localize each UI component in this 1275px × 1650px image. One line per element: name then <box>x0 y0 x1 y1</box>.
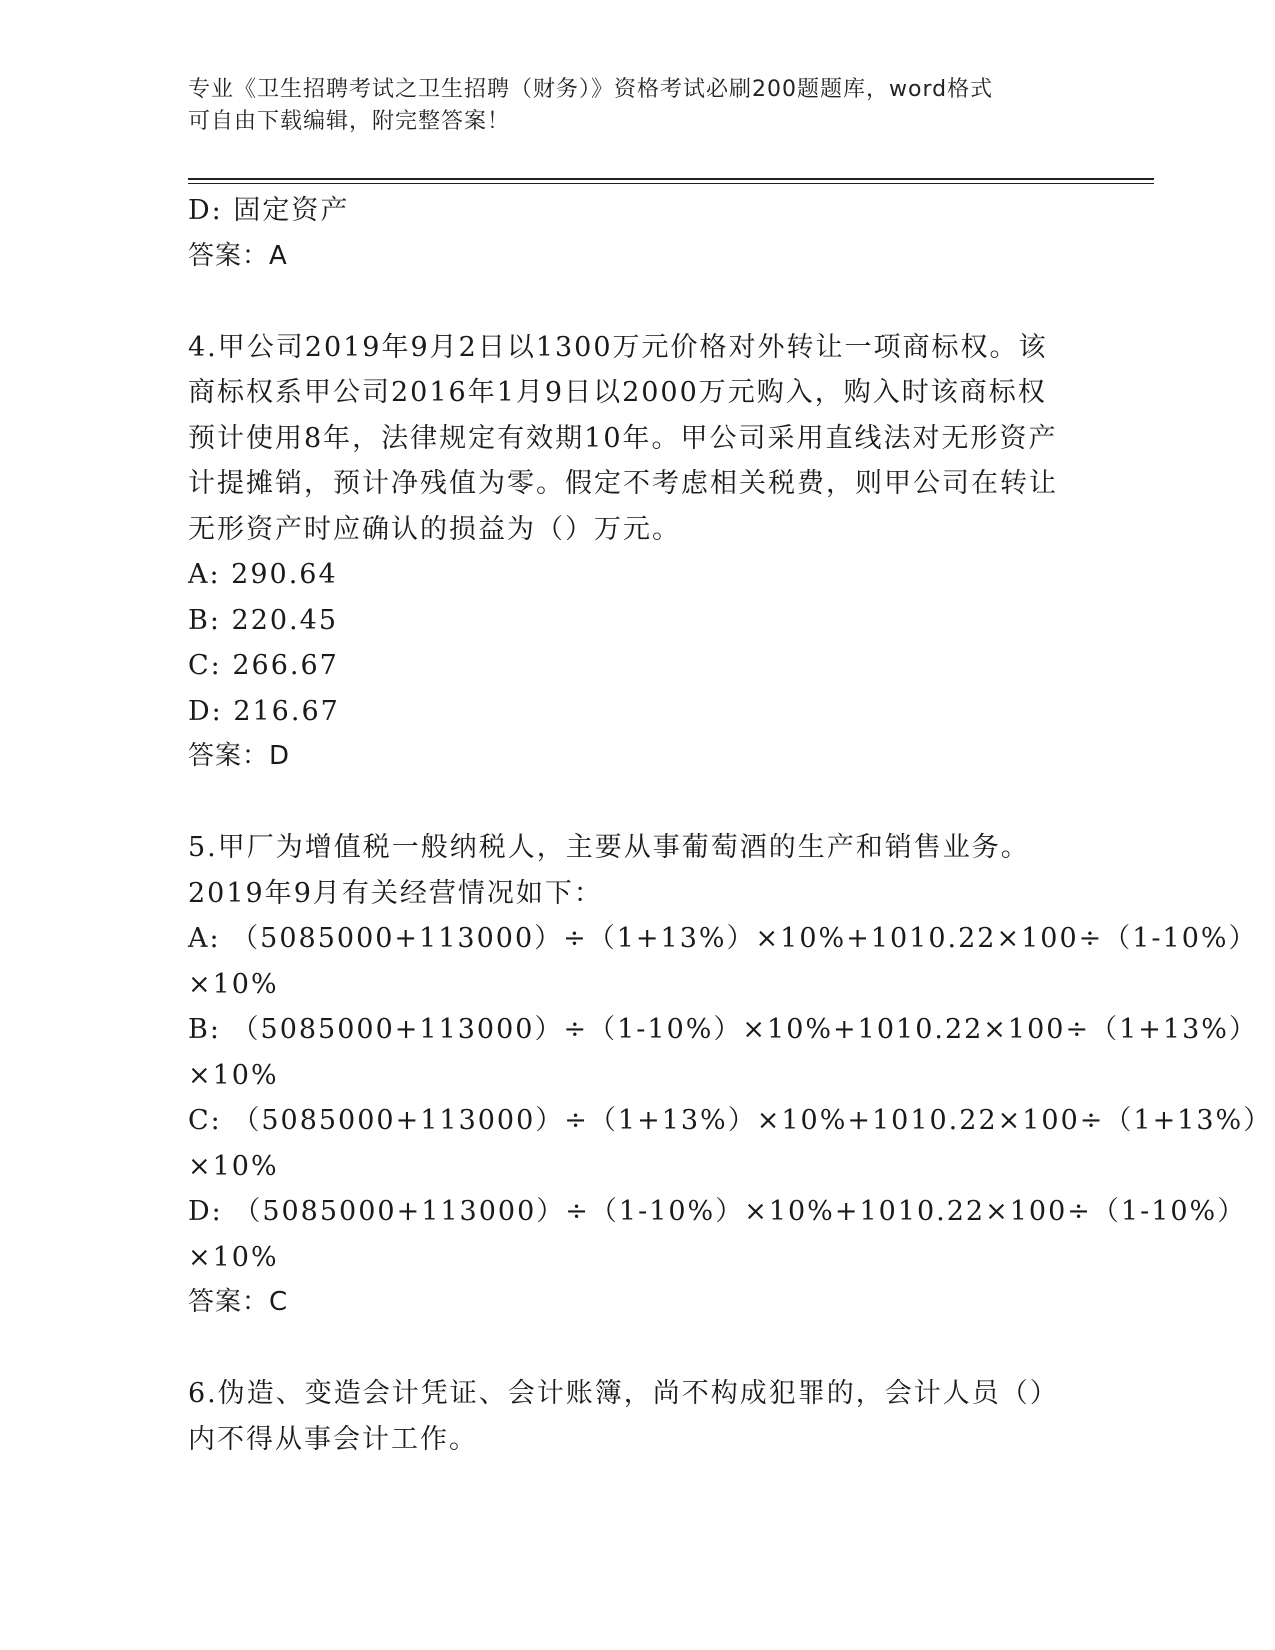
q5-option-d-cont: ×10% <box>188 1241 279 1273</box>
q3-option-d: D: 固定资产 <box>188 195 350 226</box>
q4-answer: 答案：D <box>188 741 291 771</box>
q5-option-b: B: （5085000+113000）÷（1-10%）×10%+1010.22×100÷（1+13%） <box>188 1014 1258 1045</box>
q4-stem-line: 预计使用8年，法律规定有效期10年。甲公司采用直线法对无形资产 <box>188 422 1058 454</box>
q4-stem-line: 无形资产时应确认的损益为（）万元。 <box>188 513 681 545</box>
question-5 <box>188 825 1273 1326</box>
q5-option-c: C: （5085000+113000）÷（1+13%）×10%+1010.22×100÷（1+13%） <box>188 1105 1273 1136</box>
q4-stem-line: 计提摊销，预计净残值为零。假定不考虑相关税费，则甲公司在转让 <box>188 468 1058 499</box>
question-6 <box>188 1371 1088 1462</box>
q3-answer: 答案：A <box>188 240 288 271</box>
q5-option-d: D: （5085000+113000）÷（1-10%）×10%+1010.22×100÷（1-10%） <box>188 1196 1247 1227</box>
header-rule-thin <box>188 183 1154 184</box>
q6-stem-line: 6.伪造、变造会计凭证、会计账簿，尚不构成犯罪的，会计人员（） <box>188 1378 1059 1409</box>
header-line-2: 可自由下载编辑，附完整答案！ <box>188 109 511 134</box>
q5-stem-line: 5.甲厂为增值税一般纳税人，主要从事葡萄酒的生产和销售业务。 <box>188 832 1030 863</box>
q5-option-a: A: （5085000+113000）÷（1+13%）×10%+1010.22×100÷（1-10%） <box>188 923 1258 954</box>
header-line-1: 专业《卫生招聘考试之卫生招聘（财务）》资格考试必刷200题题库，word格式 <box>188 77 994 102</box>
q4-option-d: D: 216.67 <box>188 695 340 727</box>
q4-option-c: C: 266.67 <box>188 650 339 681</box>
q4-stem-line: 4.甲公司2019年9月2日以1300万元价格对外转让一项商标权。该 <box>188 331 1048 363</box>
q4-option-a: A: 290.64 <box>188 559 338 590</box>
q5-option-a-cont: ×10% <box>188 968 279 1000</box>
q4-stem-line: 商标权系甲公司2016年1月9日以2000万元购入，购入时该商标权 <box>188 377 1047 408</box>
q5-option-c-cont: ×10% <box>188 1150 279 1182</box>
q4-option-b: B: 220.45 <box>188 604 338 636</box>
q5-answer: 答案：C <box>188 1287 289 1317</box>
header-rule-thick <box>188 178 1154 180</box>
q5-stem-line: 2019年9月有关经营情况如下： <box>188 877 603 909</box>
document-body <box>188 188 1273 1462</box>
q6-stem-line: 内不得从事会计工作。 <box>188 1423 478 1455</box>
q5-option-b-cont: ×10% <box>188 1059 279 1091</box>
document-header <box>188 74 1068 138</box>
question-4 <box>188 325 1088 780</box>
